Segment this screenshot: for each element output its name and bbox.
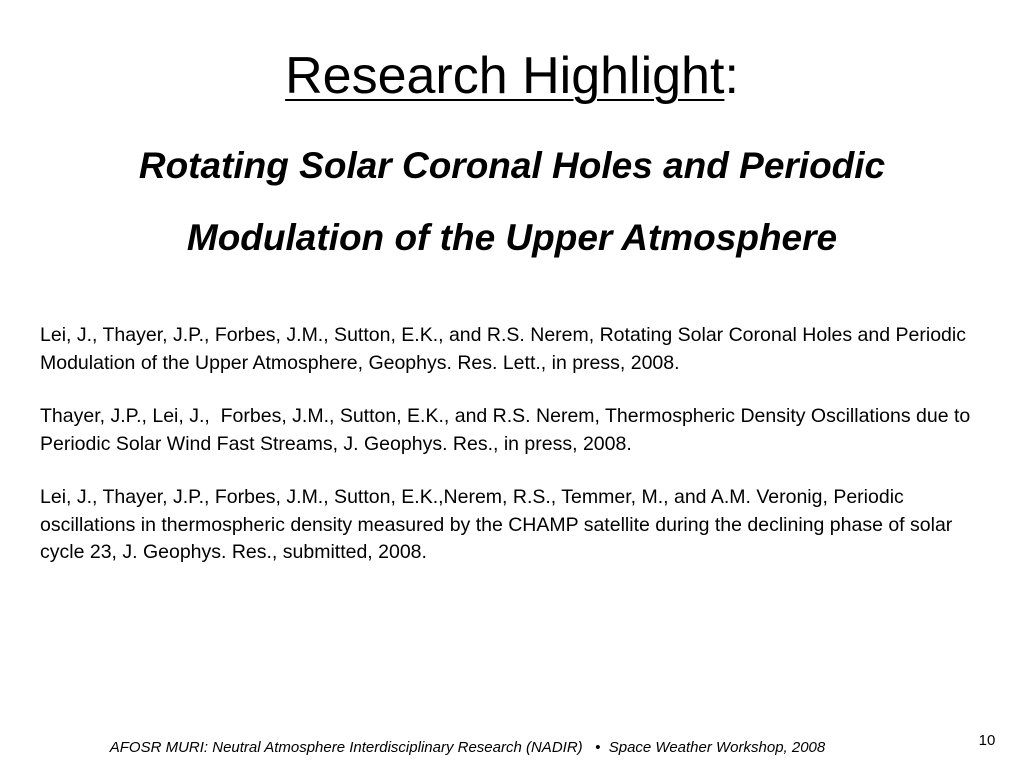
reference-item: Lei, J., Thayer, J.P., Forbes, J.M., Sutton, E.K.,Nerem, R.S., Temmer, M., and A.M. Veronig, Periodic oscillations in thermospheric density measured by the CHAMP satellite during the declining phase of solar cycle 23, J. Geophys. Res., submitted, 2008. (40, 486, 958, 563)
slide-title-colon: : (724, 47, 739, 105)
reference-item: Thayer, J.P., Lei, J., Forbes, J.M., Sutton, E.K., and R.S. Nerem, Thermospheric Density Oscillations due to Periodic Solar Wind Fast Streams, J. Geophys. Res., in press, 2008. (40, 405, 976, 455)
page-number: 10 (978, 732, 996, 749)
reference-list (40, 322, 990, 593)
reference-item: Lei, J., Thayer, J.P., Forbes, J.M., Sutton, E.K., and R.S. Nerem, Rotating Solar Coronal Holes and Periodic Modulation of the Upper Atmosphere, Geophys. Res. Lett., in press, 2008. (40, 324, 972, 374)
slide-subtitle (0, 130, 1024, 274)
subtitle-line-1: Rotating Solar Coronal Holes and Periodic (138, 145, 886, 186)
subtitle-line-2: Modulation of the Upper Atmosphere (186, 217, 838, 258)
slide-title (0, 44, 1024, 108)
slide-title-text: Research Highlight (285, 47, 725, 105)
slide-footer: AFOSR MURI: Neutral Atmosphere Interdisciplinary Research (NADIR) • Space Weather Workshop, 2008 (109, 739, 826, 756)
